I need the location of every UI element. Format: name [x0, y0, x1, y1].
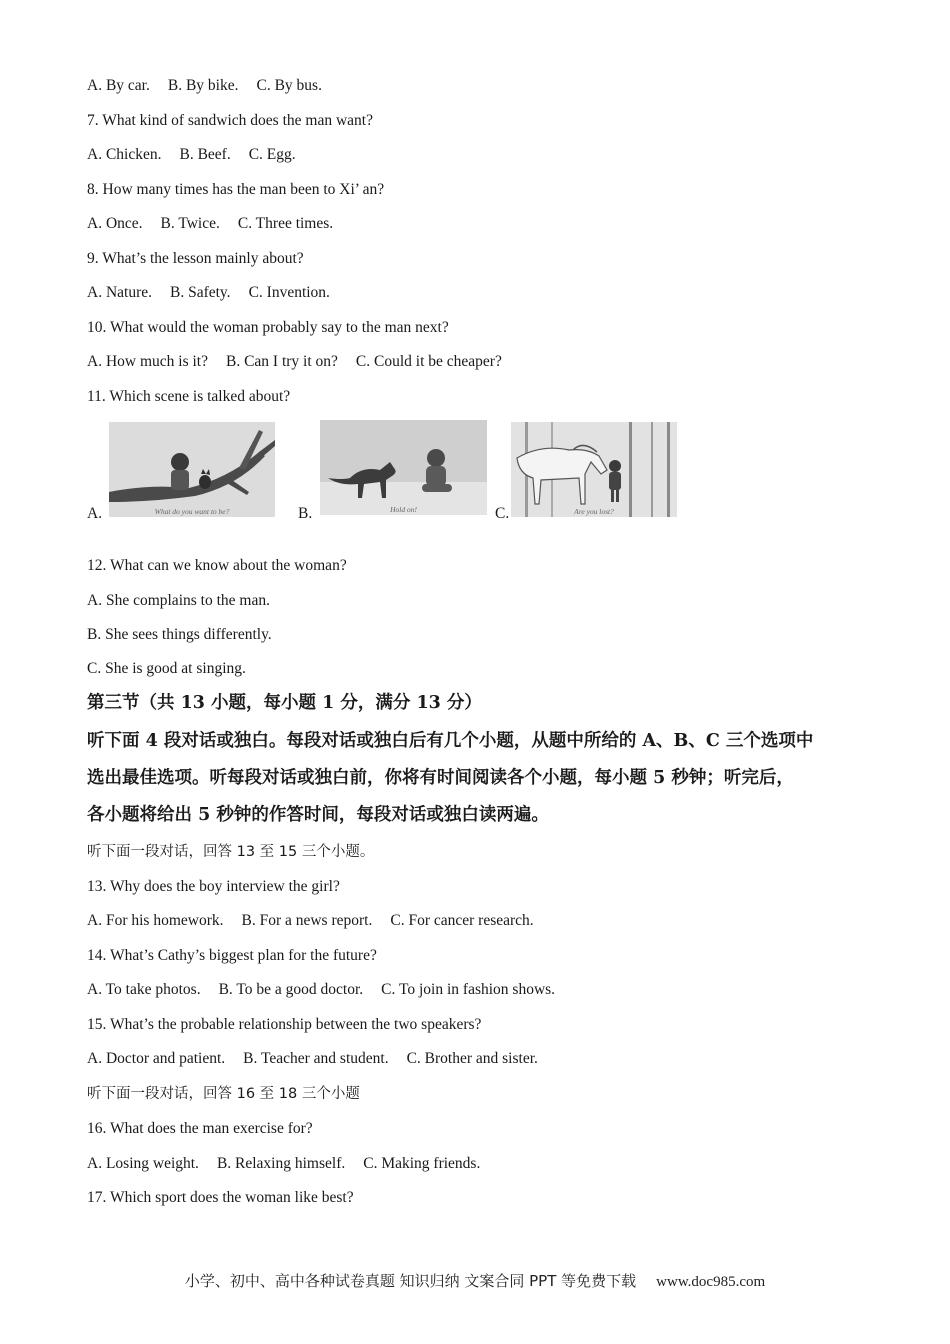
picture-c-label: C.	[495, 505, 510, 522]
q7-options	[87, 145, 296, 165]
option-c: C. By bus.	[256, 77, 322, 94]
q13-options	[87, 911, 534, 931]
section-3-title: 第三节（共 13 小题，每小题 1 分，满分 13 分）	[87, 693, 482, 713]
option-b: B. Safety.	[170, 284, 231, 301]
question-12: 12. What can we know about the woman?	[87, 557, 347, 574]
horse-and-boy-icon	[511, 422, 677, 517]
option-b: B. Relaxing himself.	[216, 1155, 346, 1172]
section-3-instructions-line-2: 选出最佳选项。听每段对话或独白前，你将有时间阅读各个小题，每小题 5 秒钟；听完后，	[87, 768, 794, 788]
option-b: B. To be a good doctor.	[218, 981, 364, 998]
option-b: B. Beef.	[179, 146, 231, 163]
option-c: C. Could it be cheaper?	[355, 353, 502, 370]
picture-b	[320, 420, 487, 515]
option-c: C. Making friends.	[363, 1155, 481, 1172]
picture-b-caption: Hold on!	[390, 505, 417, 514]
option-c: C. Egg.	[248, 146, 296, 163]
fox-and-boy-icon	[320, 420, 487, 515]
picture-a	[109, 422, 275, 517]
q8-options	[87, 214, 333, 234]
dialogue-1-instruction: 听下面一段对话，回答 13 至 15 三个小题。	[87, 844, 375, 860]
picture-a-caption: What do you want to be?	[154, 507, 230, 516]
section-3-instructions-line-3: 各小题将给出 5 秒钟的作答时间，每段对话或独白读两遍。	[87, 805, 549, 825]
option-b: B. Teacher and student.	[243, 1050, 389, 1067]
dialogue-2-instruction: 听下面一段对话，回答 16 至 18 三个小题	[87, 1086, 360, 1102]
picture-c-caption: Are you lost?	[574, 507, 614, 516]
option-c: C. For cancer research.	[390, 912, 534, 929]
option-a: A. Losing weight.	[87, 1155, 199, 1172]
option-a: A. Nature.	[87, 284, 152, 301]
option-c: C. Invention.	[248, 284, 330, 301]
q15-options	[87, 1049, 538, 1069]
picture-b-label: B.	[298, 505, 313, 522]
q12-option-b: B. She sees things differently.	[87, 626, 272, 643]
option-a: A. To take photos.	[87, 981, 201, 998]
option-a: A. Doctor and patient.	[87, 1050, 226, 1067]
q12-option-a: A. She complains to the man.	[87, 592, 270, 609]
option-a: A. How much is it?	[87, 353, 208, 370]
option-c: C. Three times.	[237, 215, 334, 232]
footer-text: 小学、初中、高中各种试卷真题 知识归纳 文案合同 PPT 等免费下载	[184, 1272, 637, 1290]
q12-option-c: C. She is good at singing.	[87, 660, 246, 677]
option-a: A. Once.	[87, 215, 143, 232]
question-16: 16. What does the man exercise for?	[87, 1120, 313, 1137]
question-10: 10. What would the woman probably say to the man next?	[87, 319, 449, 336]
option-b: B. Can I try it on?	[225, 353, 338, 370]
option-b: B. Twice.	[160, 215, 220, 232]
option-c: C. To join in fashion shows.	[381, 981, 556, 998]
question-13: 13. Why does the boy interview the girl?	[87, 878, 340, 895]
q10-options	[87, 352, 502, 372]
picture-c	[511, 422, 677, 517]
q6-options	[87, 76, 322, 96]
option-b: B. For a news report.	[241, 912, 373, 929]
question-7: 7. What kind of sandwich does the man want?	[87, 112, 373, 129]
tree-scene-icon	[109, 422, 275, 517]
option-c: C. Brother and sister.	[406, 1050, 538, 1067]
q16-options	[87, 1154, 480, 1174]
question-11: 11. Which scene is talked about?	[87, 388, 291, 405]
question-9: 9. What’s the lesson mainly about?	[87, 250, 304, 267]
option-b: B. By bike.	[167, 77, 239, 94]
question-17: 17. Which sport does the woman like best?	[87, 1189, 354, 1206]
option-a: A. By car.	[87, 77, 150, 94]
question-14: 14. What’s Cathy’s biggest plan for the future?	[87, 947, 377, 964]
q14-options	[87, 980, 555, 1000]
option-a: A. For his homework.	[87, 912, 224, 929]
q9-options	[87, 283, 330, 303]
footer-url[interactable]: www.doc985.com	[656, 1274, 766, 1290]
section-3-instructions-line-1: 听下面 4 段对话或独白。每段对话或独白后有几个小题，从题中所给的 A、B、C 三个选项中	[87, 731, 814, 751]
question-8: 8. How many times has the man been to Xi’ an?	[87, 181, 385, 198]
option-a: A. Chicken.	[87, 146, 162, 163]
question-15: 15. What’s the probable relationship between the two speakers?	[87, 1016, 482, 1033]
picture-a-label: A.	[87, 505, 103, 522]
page-footer	[0, 1270, 950, 1291]
